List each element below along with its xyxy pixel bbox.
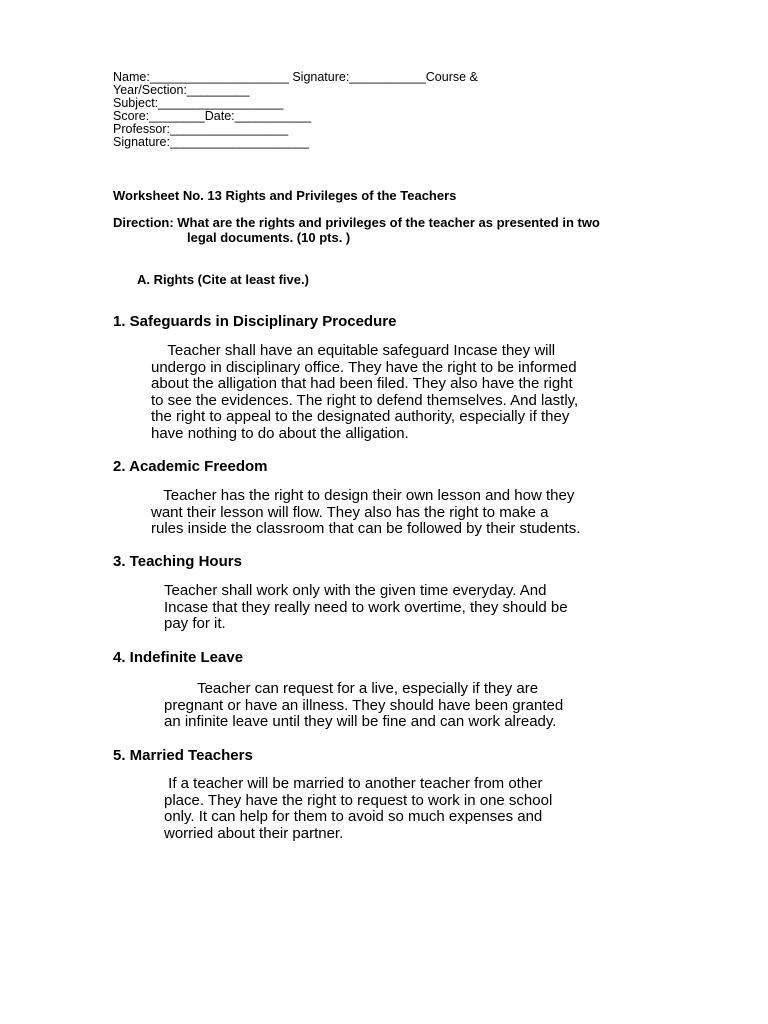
body-line: pregnant or have an illness. They should have been granted — [164, 696, 564, 714]
student-info-header — [113, 71, 478, 149]
direction-line-2: legal documents. (10 pts. ) — [187, 230, 351, 245]
body-line: Teacher has the right to design their own lesson and how they — [151, 487, 575, 504]
body-line: an infinite leave until they will be fine and can work already. — [164, 713, 557, 731]
section-title: 5. Married Teachers — [113, 747, 253, 764]
body-line: Teacher shall work only with the given time everyday. And — [164, 582, 547, 599]
body-line: Teacher shall have an equitable safeguard Incase they will — [151, 342, 556, 359]
section-body — [164, 681, 563, 731]
section-body — [164, 776, 552, 842]
professor-line: Professor:_________________ — [113, 122, 289, 136]
body-line: about the alligation that had been filed. They also have the right — [151, 375, 573, 393]
direction-line-1: Direction: What are the rights and privileges of the teacher as presented in two — [113, 215, 600, 230]
body-line: to see the evidences. The right to defend themselves. And lastly, — [151, 391, 579, 409]
body-line: place. They have the right to request to work in one school — [164, 791, 553, 809]
body-line: pay for it. — [164, 615, 226, 633]
body-line: Incase that they really need to work overtime, they should be — [164, 598, 568, 616]
rights-subheading: A. Rights (Cite at least five.) — [137, 272, 309, 287]
section-body — [164, 583, 568, 633]
section-title: 2. Academic Freedom — [113, 458, 268, 475]
section-title: 3. Teaching Hours — [113, 553, 242, 570]
body-line: rules inside the classroom that can be followed by their students. — [151, 520, 581, 538]
subject-line: Subject:__________________ — [113, 96, 284, 110]
year-section-line: Year/Section:_________ — [113, 83, 250, 97]
section-title: 4. Indefinite Leave — [113, 649, 244, 666]
body-line: have nothing to do about the alligation. — [151, 424, 409, 442]
body-line: the right to appeal to the designated authority, especially if they — [151, 408, 570, 426]
body-line: only. It can help for them to avoid so much expenses and — [164, 808, 543, 826]
worksheet-title: Worksheet No. 13 Rights and Privileges of the Teachers — [113, 188, 457, 203]
score-date-line: Score:________Date:___________ — [113, 109, 312, 123]
signature-line: Signature:____________________ — [113, 135, 310, 149]
body-line: want their lesson will flow. They also has the right to make a — [151, 503, 549, 521]
body-line: Teacher can request for a live, especially if they are — [164, 680, 539, 697]
body-line: worried about their partner. — [164, 824, 344, 842]
section-body — [151, 343, 578, 443]
body-line: If a teacher will be married to another teacher from other — [164, 775, 543, 792]
section-title: 1. Safeguards in Disciplinary Procedure — [113, 313, 397, 330]
body-line: undergo in disciplinary office. They have the right to be informed — [151, 358, 577, 376]
name-signature-course-line: Name:____________________ Signature:___________Course & — [113, 70, 478, 84]
direction-text — [113, 215, 658, 245]
section-body — [151, 488, 580, 538]
